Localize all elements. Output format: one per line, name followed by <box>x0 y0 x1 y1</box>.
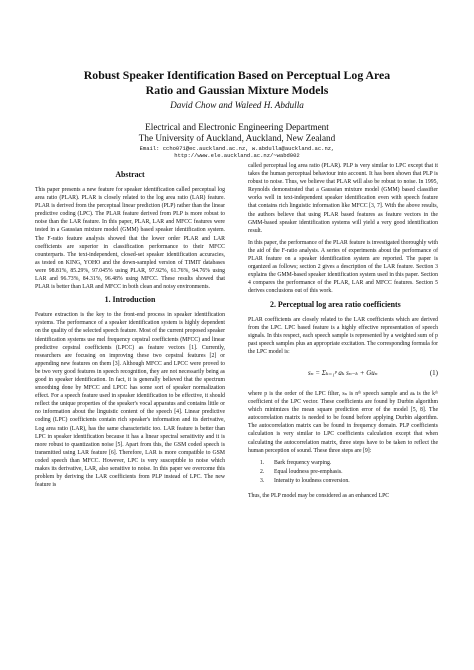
title-line-1: Robust Speaker Identification Based on Perceptual Log Area <box>83 68 391 82</box>
equation-body: sₙ = Σₖ₌₁ᵖ aₖ sₙ₋ₖ + Guₙ <box>308 368 378 377</box>
paper-affiliation <box>40 122 434 144</box>
paper-organization-paragraph: In this paper, the performance of the PLAR feature is investigated thoroughly with the aid of the F-ratio analysis. A series of experiments about the performance of PLAR feature on a speaker identification system are reported. The paper is organized as follows; section 2 gives a description of the LAR feature. Section 3 explains the GMM-based speaker identification system used in this paper. Section 4 compares the performance of the PLAR, LAR and MFCC features. Section 5 derives conclusions out of this work. <box>248 239 438 295</box>
email-line: Email: ccho071@ec.auckland.ac.nz, w.abdulla@auckland.ac.nz, <box>139 145 335 152</box>
paper-authors: David Chow and Waleed H. Abdulla <box>170 100 304 110</box>
paper-title <box>40 68 434 98</box>
introduction-heading: 1. Introduction <box>104 295 156 305</box>
equation-number: (1) <box>429 368 438 377</box>
introduction-text: Feature extraction is the key to the front-end process in speaker identification systems. The performance of a speaker identification system is highly dependent on the quality of the selected speech feature. Most of the current proposed speaker identification systems use mel frequency cepstral coefficients (MFCC) and linear predictive cepstral coefficients (LPCC) as feature vectors [1]. Currently, researchers are focusing on improving these two cepstral features [2] or appending new features on them [3]. Although MFCC and LPCC were proved to be two very good features in speech recognition, they are not necessarily being as good in speaker identification. In fact, it is generally believed that the spectrum smoothing done by MFCC and LPCC has some sort of speaker normalization effect. For a speech feature used in speaker identification to be effective, it should reflect the unique properties of the speaker's vocal apparatus and contains little or no information about the linguistic content of the speech [4]. Linear predictive coding (LPC) coefficients contain rich speaker's information and its derivative, Log area ratio (LAR), has the same characteristic too. LAR feature is better than LPC in speaker identification because it has a linear spectral sensitivity and it is more robust to quantization noise [5]. Apart from this, the GSM coded speech is transmitted using LAR feature [6]. Therefore, LAR is more compatible to GSM coded speech than MFCC. However, LPC is very susceptible to noise which makes its derivative, LAR, also sensitive to noise. In this paper we overcome this problem by deriving the LAR coefficients from PLP instead of LPC. The new feature is <box>35 312 225 489</box>
affiliation-line-2: The University of Auckland, Auckland, New Zealand <box>138 133 336 143</box>
perception-steps-list <box>260 459 438 486</box>
abstract-text: This paper presents a new feature for speaker identification called perceptual log area ratio (PLAR). PLAR is closely related to the log area ratio (LAR) feature. PLAR is derived from the perceptual linear prediction (PLP) rather than the linear predictive coding (LPC). The PLAR feature derived from PLP is more robust to noise than the LAR feature. In this paper, PLAR, LAR and MFCC features were tested in a Gaussian mixture model (GMM) based speaker identification system. The F-ratio feature analysis showed that the lower order PLAR and LAR coefficients are superior in classification performance to their MFCC counterparts. The text-independent, closed-set speaker identification accuracies, as tested on KING, YOHO and the down-sampled version of TIMIT databases were 98.81%, 85.29%, 97.045% using PLAR, 97.92%, 61.76%, 94.76% using LAR and 96.73%, 84.31%, 96.48% using MFCC. These results showed that PLAR is better than LAR and MFCC in both clean and noisy environments. <box>35 187 225 291</box>
equation-explanation-paragraph: where p is the order of the LPC filter, sₙ is nᵗʰ speech sample and aₖ is the kᵗʰ coefficient of the LPC vector. These coefficients are found by Durbin algorithm which minimizes the mean square prediction error of the model [5, 8]. The autocorrelation matrix is needed to be found before applying Durbin algorithm. The autocorrelation matrix can be found in frequency domain. PLP coefficients calculation is very similar to LPC coefficients calculation except that when calculating the autocorrelation matrix, three steps have to be taken to reflect the human perception of sound. These three steps are [9]: <box>248 390 438 454</box>
intro-continued-paragraph: called perceptual log area ratio (PLAR). PLP is very similar to LPC except that it takes the human perceptual behaviour into account. It has been shown that PLP is robust to noise. Thus, we believe that PLAR will also be robust to noise. In 1995, Reynolds demonstrated that a Gaussian mixture model (GMM) based classifier works well in text-independent speaker identification even with speech feature that contains rich linguistic information like MFCC [3, 7]. With the above results, the authors believe that using PLAR based features as feature vectors in the GMM-based speaker identification systems will yield a very good identification result. <box>248 163 438 234</box>
paper-contact <box>40 145 434 159</box>
right-column <box>248 162 438 504</box>
left-column <box>35 170 225 493</box>
url-line: http://www.ele.auckland.ac.nz/~wabd002 <box>174 152 300 159</box>
section-2-heading: 2. Perceptual log area ratio coefficients <box>270 299 401 309</box>
list-item: 2. Equal loudness pre-emphasis. <box>260 468 343 475</box>
list-item: 3. Intensity to loudness conversion. <box>260 477 350 484</box>
plp-model-paragraph: Thus, the PLP model may be considered as an enhanced LPC <box>248 492 390 499</box>
abstract-heading: Abstract <box>115 170 145 179</box>
list-item: 1. Bark frequency warping. <box>260 459 332 466</box>
affiliation-line-1: Electrical and Electronic Engineering Department <box>145 122 329 132</box>
title-line-2: Ratio and Gaussian Mixture Models <box>145 83 329 97</box>
plar-intro-paragraph: PLAR coefficients are closely related to the LAR coefficients which are derived from the LPC. LPC based feature is a highly effective representation of speech signals. In this respect, each speech sample is represented by a weighted sum of p past speech samples plus an appropriate excitation. The corresponding formula for the LPC model is: <box>248 316 438 355</box>
lpc-equation <box>248 360 438 386</box>
